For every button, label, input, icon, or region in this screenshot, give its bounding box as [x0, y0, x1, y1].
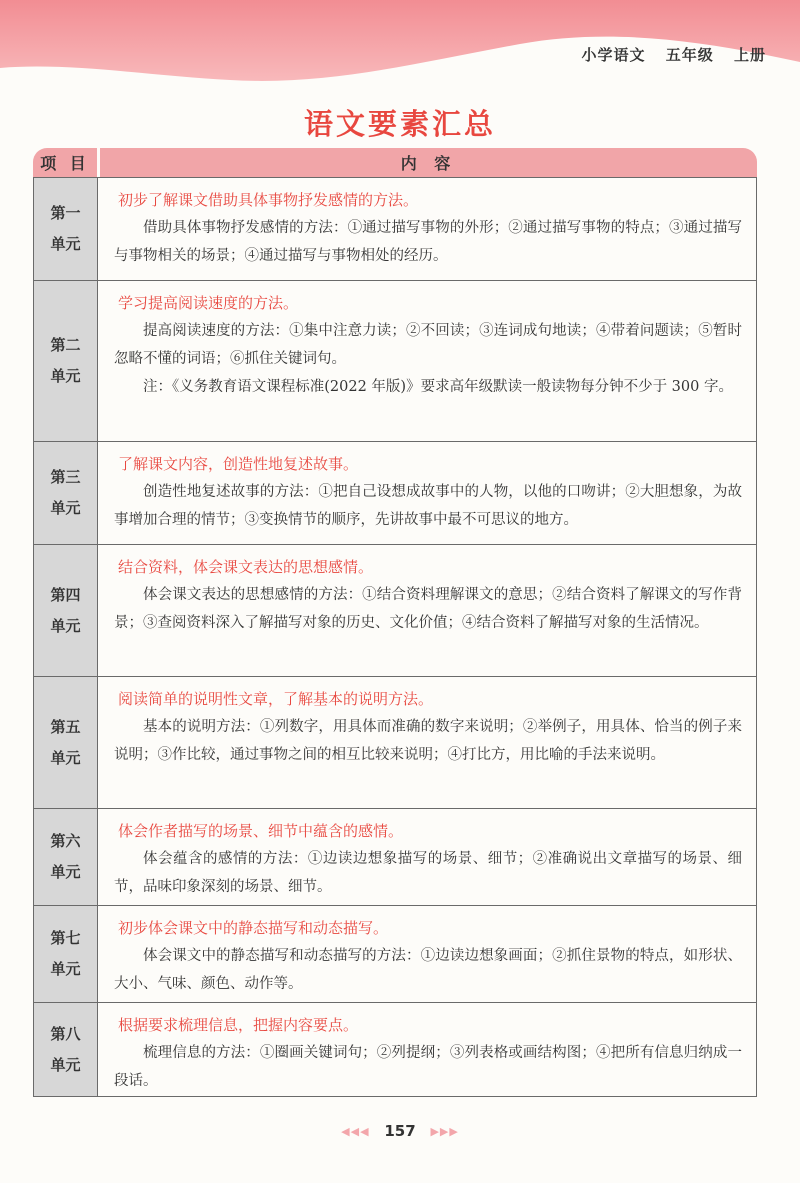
- unit-cell: [34, 906, 98, 1002]
- unit-cell: [34, 442, 98, 544]
- content-cell: [98, 677, 756, 808]
- table-row: [34, 544, 756, 676]
- column-header-item: 项 目: [33, 148, 97, 177]
- unit-cell: [34, 545, 98, 676]
- content-cell: [98, 1003, 756, 1096]
- page-footer: [0, 1122, 800, 1140]
- unit-label-top: 第五: [50, 717, 81, 736]
- unit-label-bottom: 单元: [50, 863, 81, 881]
- table-row: [34, 808, 756, 905]
- page-title: 语文要素汇总: [303, 107, 496, 141]
- unit-label-top: 第八: [50, 1024, 81, 1043]
- unit-label-bottom: 单元: [50, 1055, 81, 1074]
- unit-cell: [34, 809, 98, 905]
- book-info: [567, 44, 766, 65]
- content-cell: [98, 545, 756, 676]
- unit-label-top: 第六: [50, 832, 81, 850]
- subject-label: 小学语文: [581, 46, 646, 64]
- unit-goal: 学习提高阅读速度的方法。: [118, 294, 299, 312]
- unit-goal: 初步了解课文借助具体事物抒发感情的方法。: [118, 191, 419, 209]
- volume-label: 上册: [733, 46, 766, 64]
- unit-goal: 根据要求梳理信息，把握内容要点。: [118, 1016, 359, 1034]
- content-cell: [98, 442, 756, 544]
- unit-cell: [34, 178, 98, 280]
- content-cell: [98, 809, 756, 905]
- unit-method: 提高阅读速度的方法：①集中注意力读；②不回读；③连词成句地读；④带着问题读；⑤暂时忽略不懂的词语；⑥抓住关键词句。: [114, 323, 742, 367]
- summary-table: [33, 148, 757, 1097]
- column-header-content: 内 容: [100, 148, 757, 177]
- table-row: [34, 177, 756, 280]
- unit-method: 梳理信息的方法：①圈画关键词句；②列提纲；③列表格或画结构图；④把所有信息归纳成一段话。: [114, 1045, 742, 1089]
- unit-cell: [34, 1003, 98, 1096]
- table-row: [34, 676, 756, 808]
- unit-cell: [34, 677, 98, 808]
- unit-label-top: 第四: [50, 585, 81, 604]
- unit-label-bottom: 单元: [50, 235, 81, 253]
- unit-method: 借助具体事物抒发感情的方法：①通过描写事物的外形；②通过描写事物的特点；③通过描写与事物相关的场景；④通过描写与事物相处的经历。: [114, 220, 742, 264]
- grade-label: 五年级: [665, 46, 714, 64]
- unit-method: 创造性地复述故事的方法：①把自己设想成故事中的人物，以他的口吻讲；②大胆想象，为故事增加合理的情节；③变换情节的顺序，先讲故事中最不可思议的地方。: [114, 484, 742, 528]
- table-row: [34, 280, 756, 441]
- table-row: [34, 441, 756, 544]
- right-arrows-icon: ▶▶▶: [430, 1125, 459, 1138]
- unit-note: 注：《义务教育语文课程标准(2022 年版)》要求高年级默读一般读物每分钟不少于 300 字。: [143, 379, 733, 395]
- page-number: 157: [384, 1122, 416, 1140]
- unit-method: 基本的说明方法：①列数字，用具体而准确的数字来说明；②举例子，用具体、恰当的例子来说明；③作比较，通过事物之间的相互比较来说明；④打比方，用比喻的手法来说明。: [114, 719, 742, 763]
- unit-label-top: 第三: [50, 468, 81, 486]
- table-row: [34, 1002, 756, 1096]
- table-row: [34, 905, 756, 1002]
- unit-label-bottom: 单元: [50, 367, 81, 385]
- unit-goal: 初步体会课文中的静态描写和动态描写。: [118, 919, 389, 937]
- left-arrows-icon: ◀◀◀: [341, 1125, 370, 1138]
- unit-label-bottom: 单元: [50, 960, 81, 978]
- unit-label-bottom: 单元: [50, 499, 81, 517]
- content-cell: [98, 178, 756, 280]
- unit-goal: 结合资料，体会课文表达的思想感情。: [118, 558, 374, 576]
- unit-label-top: 第一: [50, 204, 81, 222]
- unit-goal: 了解课文内容，创造性地复述故事。: [118, 455, 359, 473]
- table-header: [33, 148, 757, 177]
- unit-label-top: 第七: [50, 929, 81, 947]
- unit-label-bottom: 单元: [50, 616, 81, 635]
- unit-goal: 体会作者描写的场景、细节中蕴含的感情。: [118, 822, 404, 840]
- unit-method: 体会课文中的静态描写和动态描写的方法：①边读边想象画面；②抓住景物的特点，如形状、大小、气味、颜色、动作等。: [114, 948, 742, 992]
- content-cell: [98, 281, 756, 441]
- content-cell: [98, 906, 756, 1002]
- unit-cell: [34, 281, 98, 441]
- table-body: [33, 177, 757, 1097]
- unit-goal: 阅读简单的说明性文章，了解基本的说明方法。: [118, 690, 434, 708]
- unit-method: 体会课文表达的思想感情的方法：①结合资料理解课文的意思；②结合资料了解课文的写作背景；③查阅资料深入了解描写对象的历史、文化价值；④结合资料了解描写对象的生活情况。: [114, 587, 742, 631]
- unit-method: 体会蕴含的感情的方法：①边读边想象描写的场景、细节；②准确说出文章描写的场景、细节，品味印象深刻的场景、细节。: [114, 851, 742, 895]
- unit-label-bottom: 单元: [50, 748, 81, 767]
- unit-label-top: 第二: [50, 336, 81, 354]
